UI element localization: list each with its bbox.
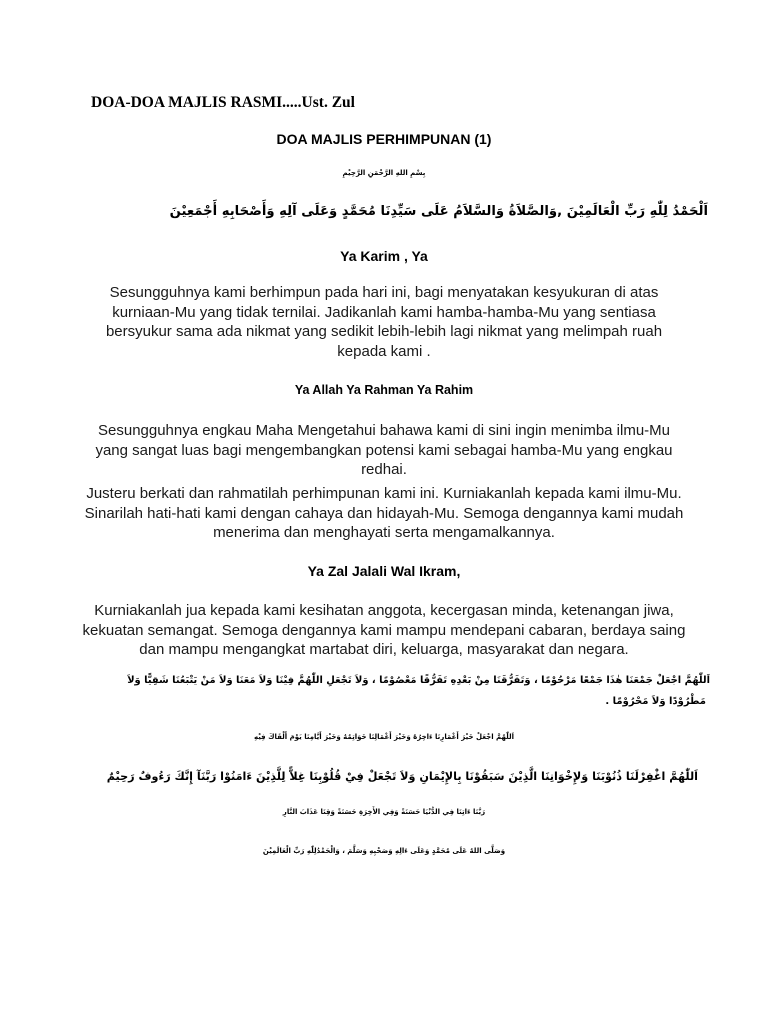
page-title: DOA MAJLIS PERHIMPUNAN (1) <box>276 131 492 147</box>
paragraph-kesihatan: Kurniakanlah jua kepada kami kesihatan anggota, kecergasan minda, ketenangan jiwa, kekuatan semangat. Semoga dengannya kami mampu mendepani cabaran, berdaya saing dan mampu mengangkat martabat diri, keluarga, masyarakat dan negara. <box>82 602 686 658</box>
arabic-dua-line-2: مَطْرُوْدًا وَلاَ مَحْرُوْمًا . <box>605 696 706 707</box>
section-heading-ya-zal-jalali: Ya Zal Jalali Wal Ikram, <box>307 563 461 579</box>
arabic-dua-4: رَبَّنَا ءَاتِنَا فِي الدُّنْيَا حَسَنَةً وَفِي الأَخِرَةِ حَسَنَةً وَقِنَا عَذَابَ النَّارِ <box>282 808 486 816</box>
paragraph-berkati: Justeru berkati dan rahmatilah perhimpunan kami ini. Kurniakanlah kepada kami ilmu-Mu. Sinarilah hati-hati kami dengan cahaya dan hidayah-Mu. Semoga dengannya kami mudah menerima dan menghayati serta mengamalkannya. <box>84 485 684 541</box>
paragraph-menimba-ilmu: Sesungguhnya engkau Maha Mengetahui bahawa kami di sini ingin menimba ilmu-Mu yang sangat luas bagi mengembangkan potensi kami sebagai hamba-Mu yang engkau redhai. <box>95 422 673 478</box>
document-header: DOA-DOA MAJLIS RASMI.....Ust. Zul <box>91 94 355 111</box>
arabic-dua-2: اَللّٰهُمَّ اجْعَلْ خَيْرَ أَعْمَارِنَا ءَاخِرُهُ وَخَيْرَ أَعْمَالِنَا خَوَاتِمُهُ وَخَيْرَ أَيَّامِنَا يَوْمَ أَلْقَاكَ فِيْهِ <box>253 733 515 741</box>
arabic-dua-line-1: اَللّٰهُمَّ اجْعَلْ جَمْعَنَا هٰذَا جَمْعًا مَرْحُوْمًا ، وَتَفَرُّقَنَا مِنْ بَعْدِهِ تَفَرُّقًا مَعْصُوْمًا ، وَلاَ تَجْعَلِ اللّٰهُمَّ فِيْنَا وَلاَ مَعَنَا وَلاَ مَنْ يَتْبَعُنَا شَقِيًّا وَلاَ <box>127 675 710 686</box>
arabic-salawat: وَصَلَّى اللهُ عَلَى مُحَمَّدٍ وَعَلَى ءَالِهِ وَصَحْبِهِ وَسَلَّمَ ، وَالْحَمْدُلِلّٰهِ رَبِّ الْعَالَمِيْنَ <box>262 847 506 855</box>
section-heading-ya-allah: Ya Allah Ya Rahman Ya Rahim <box>294 383 474 397</box>
arabic-dua-3: اَللّٰهُمَّ اغْفِرْلَنَا ذُنُوْبَنَا وَلإِخْوَانِنَا الَّذِيْنَ سَبَقُوْنَا بِالإِيْمَانِ وَلاَ تَجْعَلْ فِيْ قُلُوْبِنَا غِلاًّ لِلَّذِيْنَ ءَامَنُوْا رَبَّنَآ إِنَّكَ رَءُوفٌ رَحِيْمٌ <box>106 770 698 783</box>
arabic-basmalah: بِسْمِ اللهِ الرَّحْمَنِ الرَّحِيْمِ <box>342 169 426 177</box>
arabic-hamdalah: اَلْحَمْدُ لِلّٰهِ رَبِّ الْعَالَمِيْنَ ,وَالصَّلاَةُ وَالسَّلاَمُ عَلَى سَيِّدِنَا مُحَمَّدٍ وَعَلَى آلِهِ وَأَصْحَابِهِ أَجْمَعِيْنَ <box>169 204 708 219</box>
paragraph-kesyukuran: Sesungguhnya kami berhimpun pada hari ini, bagi menyatakan kesyukuran di atas kurniaan-Mu yang tidak ternilai. Jadikanlah kami hamba-hamba-Mu yang sentiasa bersyukur sama ada nikmat yang sedikit lebih-lebih lagi nikmat yang melimpah ruah kepada kami . <box>105 284 663 360</box>
section-heading-ya-karim: Ya Karim , Ya <box>340 248 428 264</box>
